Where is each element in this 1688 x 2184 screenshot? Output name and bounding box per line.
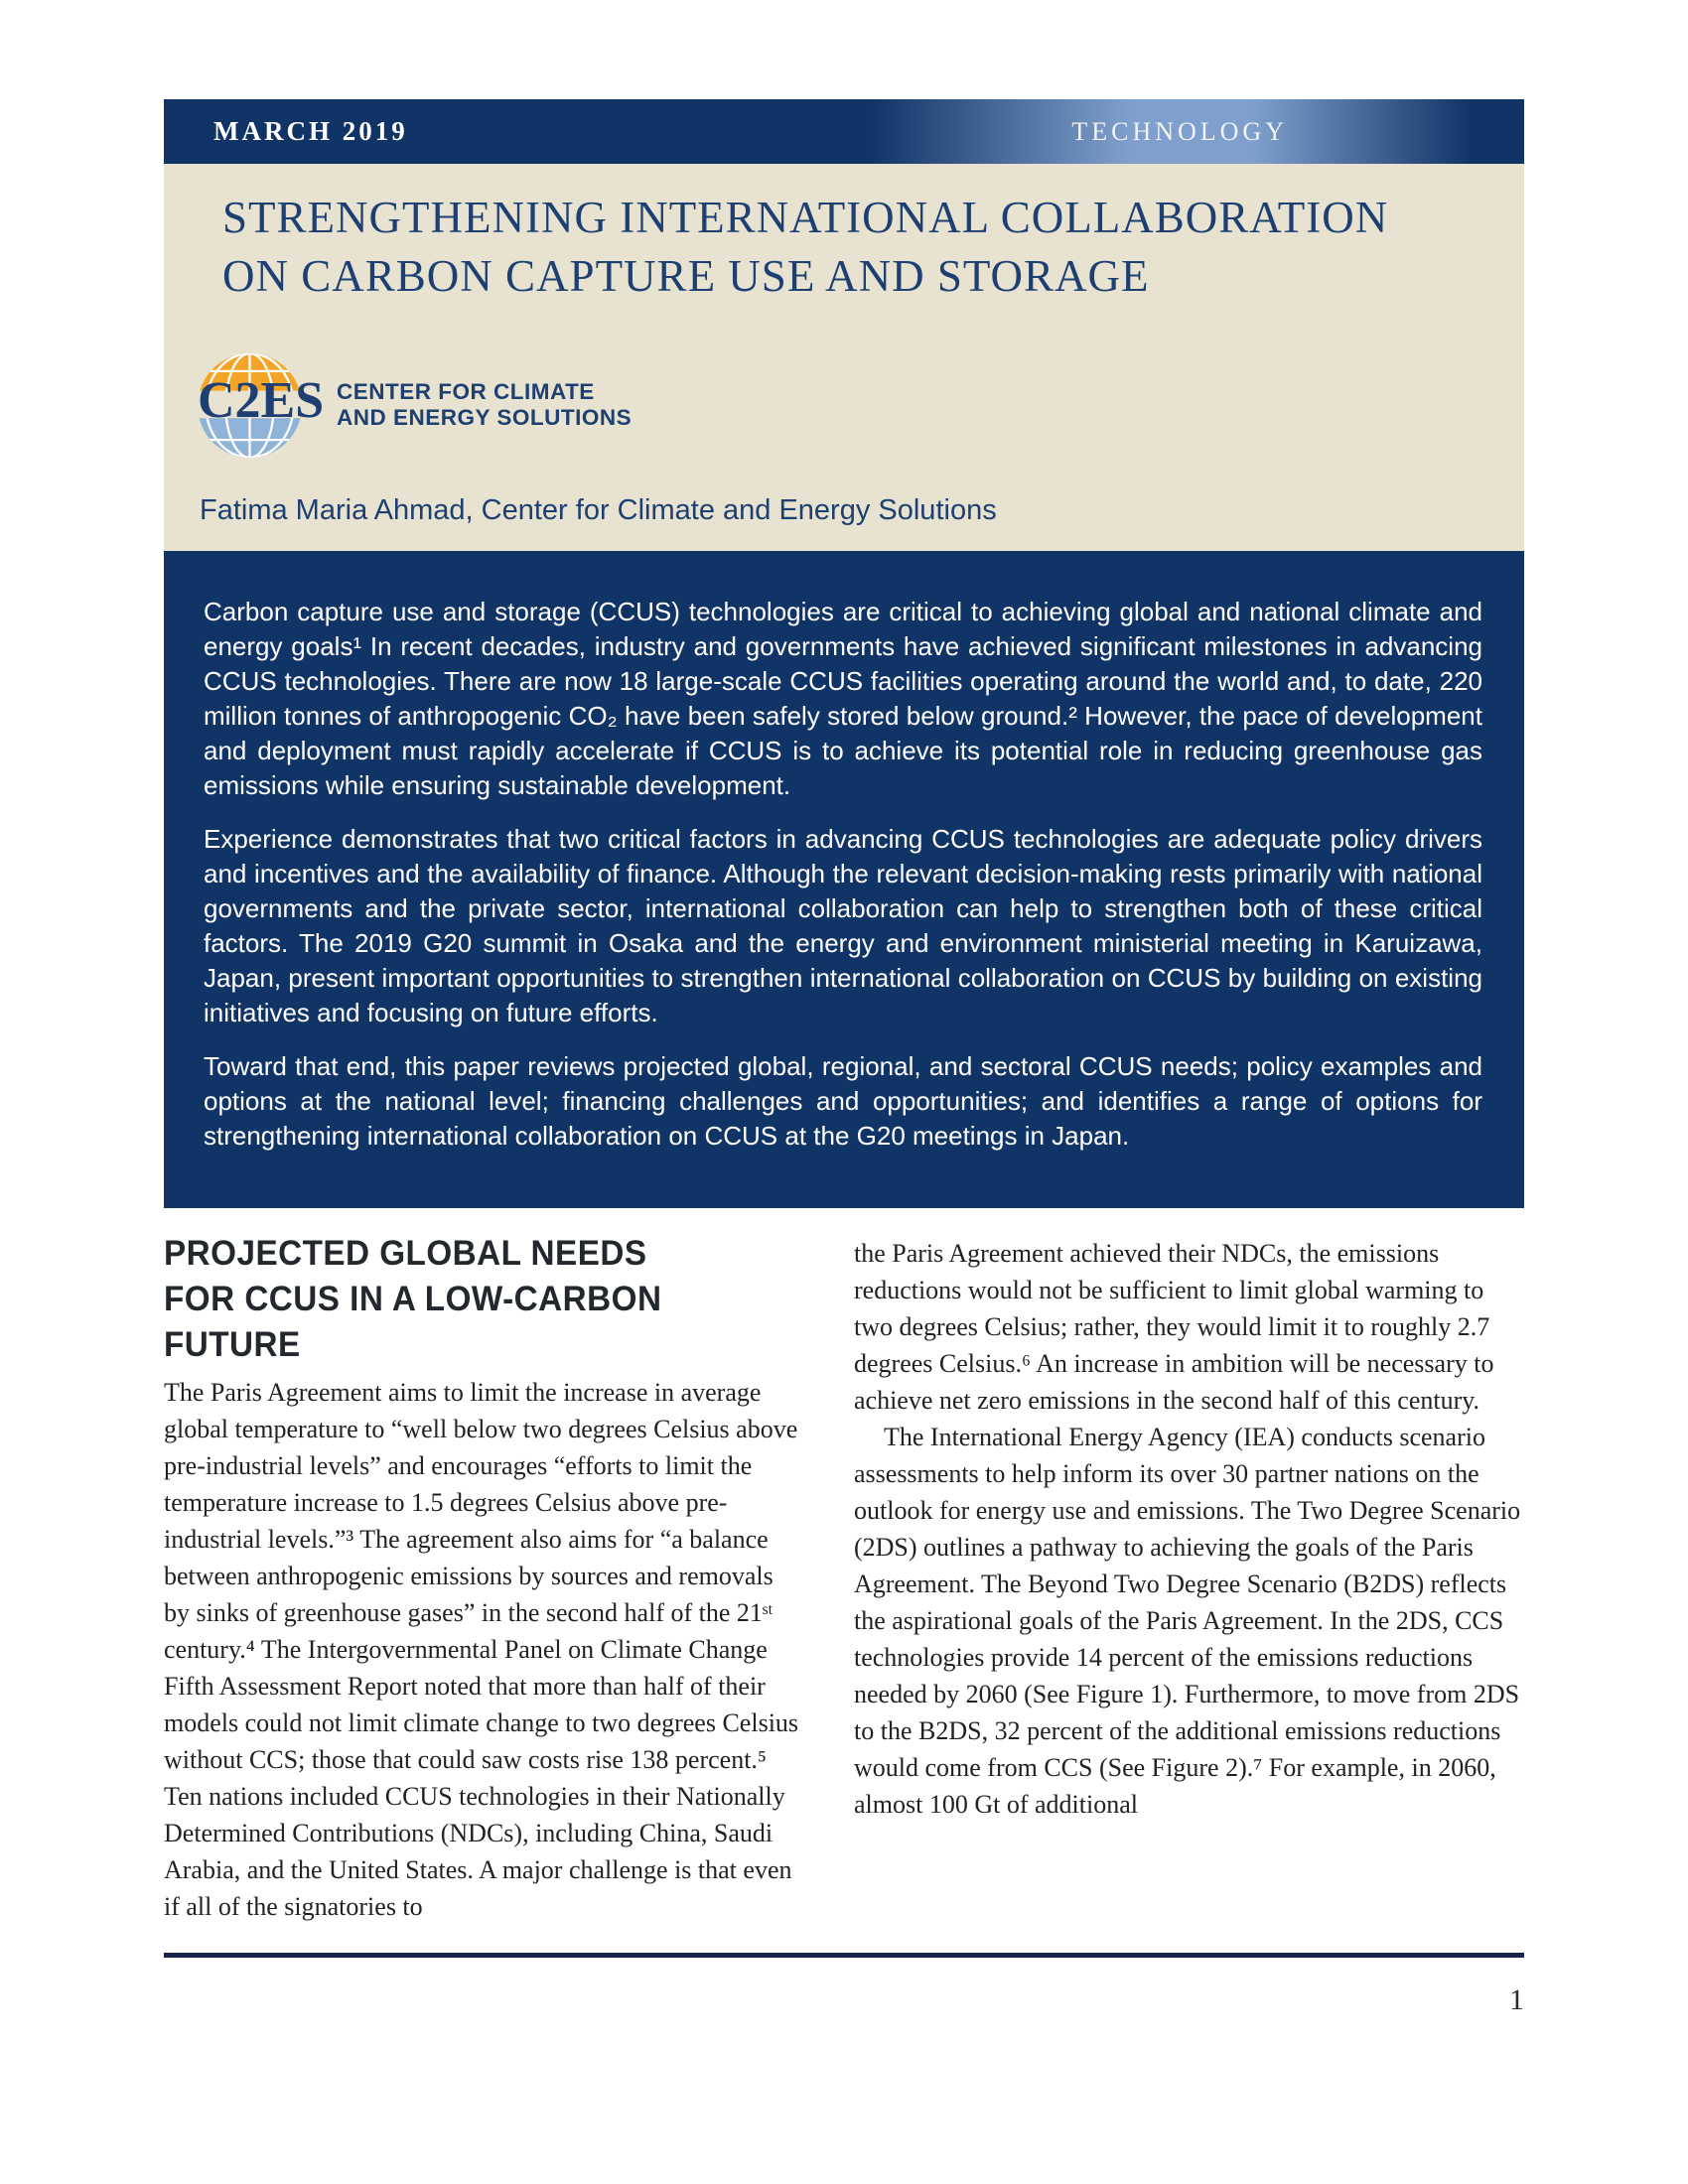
- section-heading: [164, 1231, 773, 1368]
- body-paragraph: the Paris Agreement achieved their NDCs, the emissions reductions would not be sufficient to limit global warming to two degrees Celsius; rather, they would limit it to roughly 2.7 degrees Celsius.⁶ An increase in ambition will be necessary to achieve net zero emissions in the second half of this century.: [854, 1239, 1494, 1415]
- left-column: [164, 1231, 804, 1925]
- issue-bar: [164, 99, 1524, 164]
- abstract-paragraph: Toward that end, this paper reviews projected global, regional, and sectoral CCUS needs; policy examples and options at the national level; financing challenges and opportunities; and identifies a range of options for strengthening international collaboration on CCUS at the G20 meetings in Japan.: [204, 1051, 1482, 1151]
- abstract-paragraph: Carbon capture use and storage (CCUS) technologies are critical to achieving global and national climate and energy goals¹ In recent decades, industry and governments have achieved significant milestones in advancing CCUS technologies. There are now 18 large-scale CCUS facilities operating around the world and, to date, 220 million tonnes of anthropogenic CO₂ have been safely stored below ground.² However, the pace of development and deployment must rapidly accelerate if CCUS is to achieve its potential role in reducing greenhouse gas emissions while ensuring sustainable development.: [204, 597, 1482, 800]
- body-paragraph: The International Energy Agency (IEA) conducts scenario assessments to help inform its over 30 partner nations on the outlook for energy use and emissions. The Two Degree Scenario (2DS) outlines a pathway to achieving the goals of the Paris Agreement. The Beyond Two Degree Scenario (B2DS) reflects the aspirational goals of the Paris Agreement. In the 2DS, CCS technologies provide 14 percent of the emissions reductions needed by 2060 (See Figure 1). Furthermore, to move from 2DS to the B2DS, 32 percent of the additional emissions reductions would come from CCS (See Figure 2).⁷ For example, in 2060, almost 100 Gt of additional: [854, 1423, 1521, 1819]
- right-column: [854, 1231, 1524, 1925]
- page-title-line2: ON CARBON CAPTURE USE AND STORAGE: [222, 251, 1150, 301]
- category-label: TECHNOLOGY: [1071, 117, 1288, 146]
- abstract-box: [164, 551, 1524, 1208]
- section-heading-line2: FOR CCUS IN A LOW-CARBON FUTURE: [164, 1280, 662, 1364]
- page-title-line1: STRENGTHENING INTERNATIONAL COLLABORATION: [222, 193, 1389, 242]
- issue-date: MARCH 2019: [213, 116, 408, 146]
- masthead: [164, 164, 1524, 551]
- abstract-paragraph: Experience demonstrates that two critical factors in advancing CCUS technologies are adequate policy drivers and incentives and the availability of finance. Although the relevant decision-making rests primarily with national governments and the private sector, international collaboration can help to strengthen both of these critical factors. The 2019 G20 summit in Osaka and the energy and environment ministerial meeting in Karuizawa, Japan, present important opportunities to strengthen international collaboration on CCUS by building on existing initiatives and focusing on future efforts.: [204, 824, 1482, 1027]
- body-columns: [164, 1231, 1524, 1925]
- logo-org-name: [337, 379, 632, 431]
- c2es-logo: [198, 353, 793, 458]
- logo-org-line1: CENTER FOR CLIMATE: [337, 379, 595, 404]
- byline: Fatima Maria Ahmad, Center for Climate and Energy Solutions: [200, 494, 997, 526]
- section-heading-line1: PROJECTED GLOBAL NEEDS: [164, 1234, 647, 1273]
- page-title: [222, 189, 1388, 306]
- logo-acronym: C2ES: [198, 372, 325, 429]
- logo-org-line2: AND ENERGY SOLUTIONS: [337, 405, 633, 430]
- footer-rule: [164, 1953, 1524, 1958]
- body-paragraph: The Paris Agreement aims to limit the increase in average global temperature to “well below two degrees Celsius above pre-industrial levels” and encourages “efforts to limit the temperature increase to 1.5 degrees Celsius above pre-industrial levels.”³ The agreement also aims for “a balance between anthropogenic emissions by sources and removals by sinks of greenhouse gases” in the second half of the 21ˢᵗ century.⁴ The Intergovernmental Panel on Climate Change Fifth Assessment Report noted that more than half of their models could not limit climate change to two degrees Celsius without CCS; those that could saw costs rise 138 percent.⁵ Ten nations included CCUS technologies in their Nationally Determined Contributions (NDCs), including China, Saudi Arabia, and the United States. A major challenge is that even if all of the signatories to: [164, 1378, 799, 1921]
- page-number: 1: [1509, 1983, 1524, 2016]
